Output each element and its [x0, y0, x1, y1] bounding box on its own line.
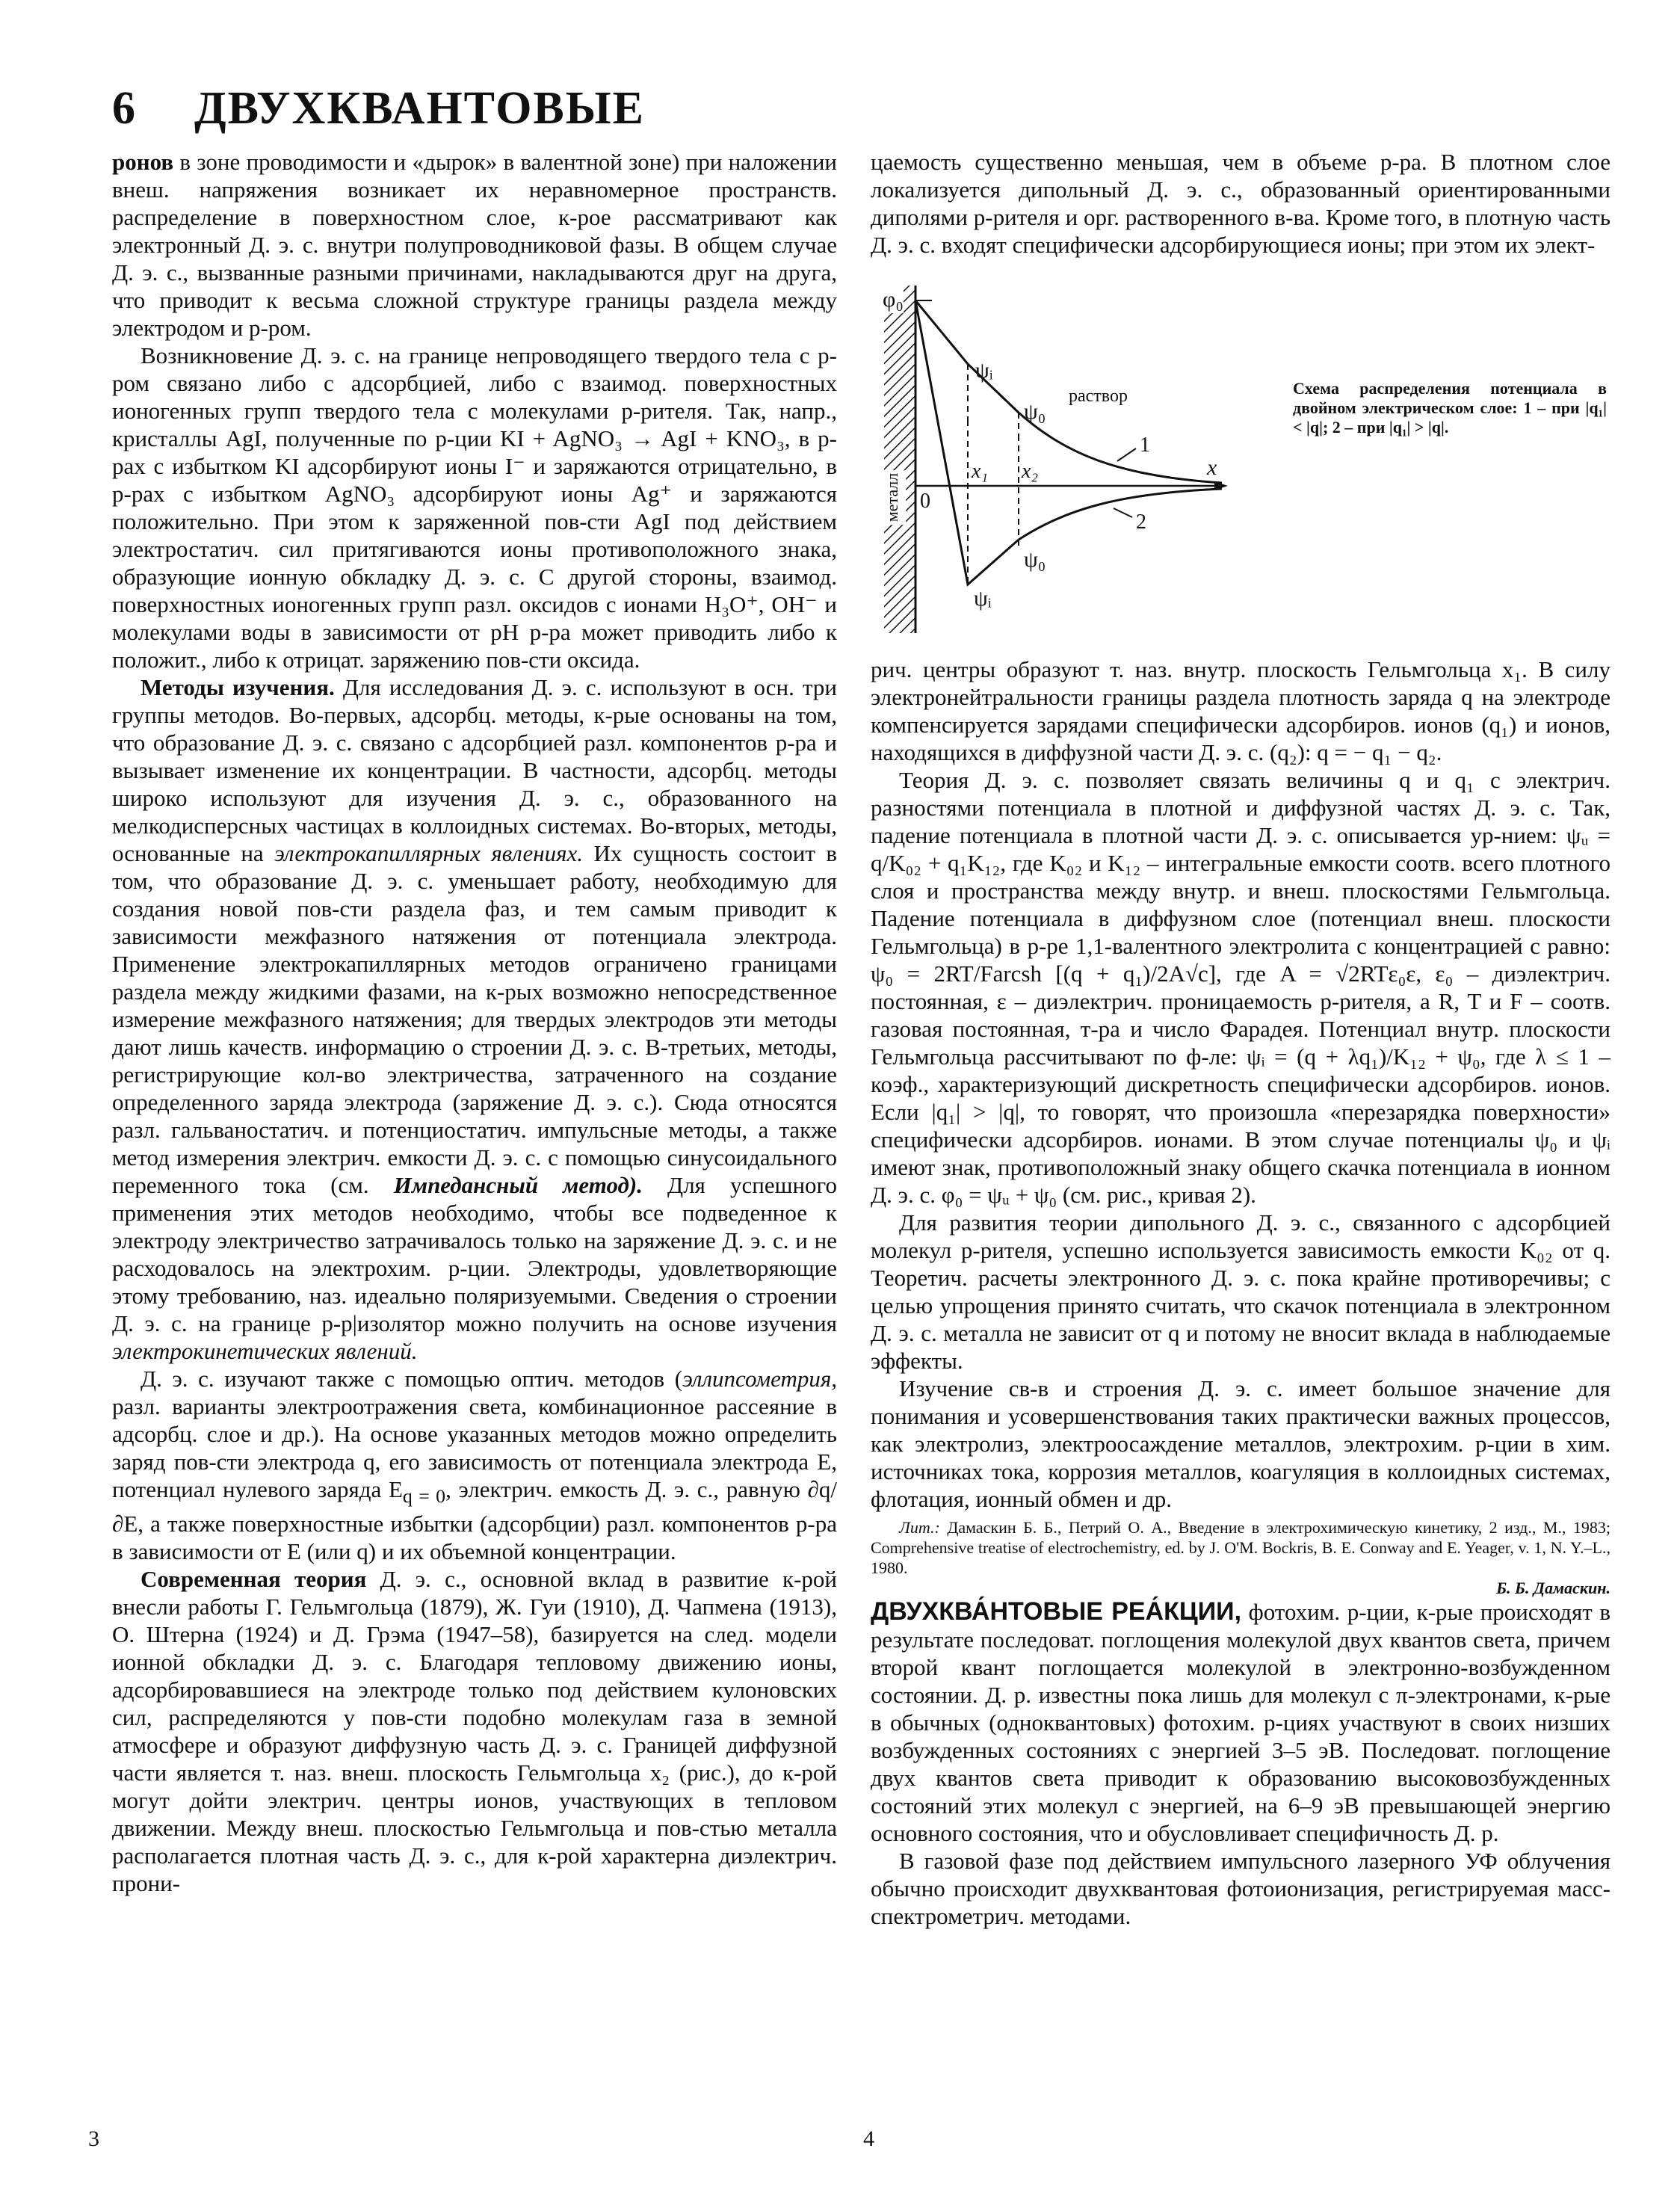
cross-reference: электрокинетических явлений. [112, 1338, 418, 1364]
paragraph: Для развития теории дипольного Д. э. с., связанного с адсорбцией молекул р-рителя, успешно используется зависимость емкости K₀₂ от q. Теоретич. расчеты электронного Д. э. с. пока крайне противоречивы; с целью упрощения принято считать, что скачок потенциала в электронном Д. э. с. металла не зависит от q и потому не вносит вклада в наблюдаемые эффекты. [871, 1209, 1610, 1374]
text-run: Для исследования Д. э. с. используют в осн. три группы методов. Во-первых, адсорбц. методы, к-рые основаны на том, что образование Д. э. с. связано с адсорбцией разл. компонентов р-ра и вызывает изменение их концентрации. В частности, адсорбц. методы широко используют для изучения Д. э. с., образованного на мелкодисперсных частицах в коллоидных системах. Во-вторых, методы, основанные на [112, 674, 837, 866]
curve-2-diffuse [1019, 489, 1222, 540]
entry-title: ДВУХКВА́НТОВЫЕ РЕА́КЦИИ, [871, 1597, 1242, 1626]
text-run: , электрич. емкость Д. э. с., равную ∂q/∂E, а также поверхностные избытки (адсорбции) разл. компонентов р-ра в зависимости от E (или q) и их объемной концентрации. [112, 1476, 837, 1565]
curve-2-leader [1114, 508, 1132, 517]
text-run: в зоне проводимости и «дырок» в валентной зоне) при наложении внеш. напряжения возникает их неравномерное пространств. распределение в поверхностном слое, к-рое рассматривают как электронный Д. э. с. внутри полупроводниковой фазы. В общем случае Д. э. с., вызванные разными причинами, накладываются друг на друга, что приводит к весьма сложной структуре границы раздела между электродом и р-ром. [112, 149, 837, 341]
paragraph: Возникновение Д. э. с. на границе непроводящего твердого тела с р-ром связано либо с адсорбцией, либо с взаимод. поверхностных ионогенных групп твердого тела с молекулами р-рителя. Так, напр., кристаллы AgI, полученные по р-ции KI + AgNO₃ → AgI + KNO₃, в р-рах с избытком KI адсорбируют ионы I⁻ и заряжаются отрицательно, в р-рах с избытком AgNO₃ адсорбируют ионы Ag⁺ и заряжаются положительно. При этом к заряженной пов-сти AgI под действием электростатич. сил притягиваются ионы противоположного знака, образующие ионную обкладку Д. э. с. С другой стороны, взаимод. поверхностных ионогенных групп разл. оксидов с ионами H₃O⁺, OH⁻ и молекулами воды в зависимости от pH р-ра может приводить либо к положит., либо к отрицат. заряжению пов-сти оксида. [112, 342, 837, 673]
label-origin: 0 [920, 490, 930, 513]
cross-reference: электрокапиллярных явлениях. [274, 840, 584, 866]
label-psi-0-bottom: ψ₀ [1024, 547, 1046, 572]
paragraph: Теория Д. э. с. позволяет связать величины q и q₁ с электрич. разностями потенциала в плотной и диффузной частях Д. э. с. Так, падение потенциала в плотной части Д. э. с. описывается ур-нием: ψᵤ = q/K₀₂ + q₁K₁₂, где K₀₂ и K₁₂ – интегральные емкости соотв. всего плотного слоя и пространства между внутр. и внеш. плоскостями Гельмгольца. Падение потенциала в диффузном слое (потенциал внеш. плоскости Гельмгольца) в р-ре 1,1-валентного электролита с концентрацией c равно: ψ₀ = 2RT/Farcsh [(q + q₁)/2A√c], где A = √2RTε₀ε, ε₀ – диэлектрич. постоянная, ε – диэлектрич. проницаемость р-рителя, а R, T и F – соотв. газовая постоянная, т-ра и число Фарадея. Потенциал внутр. плоскости Гельмгольца рассчитывают по ф-ле: ψᵢ = (q + λq₁)/K₁₂ + ψ₀, где λ ≤ 1 – коэф., характеризующий дискретность специфически адсорбиров. ионов. Если |q₁| > |q|, то говорят, что произошла «перезарядка поверхности» специфически адсорбиров. ионами. В этом случае потенциалы ψ₀ и ψᵢ имеют знак, противоположный знаку общего скачка потенциала в ионном Д. э. с. φ₀ = ψᵤ + ψ₀ (см. рис., кривая 2). [871, 767, 1610, 1208]
text-run: Для успешного применения этих методов необходимо, чтобы все подведенное к электроду электричество затрачивалось только на заряжение Д. э. с. и не расходовалось на электрохим. р-ции. Электроды, удовлетворяющие этому требованию, наз. идеально поляризуемыми. Сведения о строении Д. э. с. на границе р-р|изолятор можно получить на основе изучения [112, 1172, 837, 1336]
paragraph [112, 1365, 837, 1565]
paragraph [112, 148, 837, 342]
section-heading: Современная теория [140, 1566, 367, 1593]
label-phi0: φ₀ [883, 287, 904, 312]
page-number-left: 3 [88, 2126, 99, 2151]
text-run: фотохим. р-ции, к-рые происходят в результате последоват. поглощения молекулой двух квантов света, причем второй квант поглощается молекулой в электронно-возбужденном состоянии. Д. р. известны пока лишь для молекул с π-электронами, к-рые в обычных (одноквантовых) фотохим. р-циях участвуют в своих низших возбужденных состояниях с энергией 3–5 эВ. Последоват. поглощение двух квантов света приводит к образованию высоковозбужденных состояний этих молекул с энергией, на 6–9 эВ превышающей энергию основного состояния, что и обусловливает специфичность Д. р. [871, 1599, 1610, 1846]
label-psi-0-top: ψ₀ [1024, 399, 1046, 424]
subscript: q = 0 [402, 1485, 446, 1508]
label-metal: металл [878, 470, 906, 525]
label-curve-1: 1 [1140, 434, 1150, 457]
paragraph: цаемость существенно меньшая, чем в объеме р-ра. В плотном слое локализуется дипольный Д. э. с., образованный ориентированными диполями р-рителя и орг. растворенного в-ва. Кроме того, в плотную часть Д. э. с. входят специфически адсорбирующиеся ионы; при этом их элект- [871, 149, 1610, 258]
right-column [871, 148, 1610, 1930]
curve-1-diffuse [1019, 413, 1222, 483]
paragraph: В газовой фазе под действием импульсного лазерного УФ облучения обычно происходит двухквантовая фотоионизация, регистрируемая масс-спектрометрич. методами. [871, 1848, 1610, 1929]
bold-run: ронов [112, 149, 174, 175]
literature [871, 1517, 1610, 1578]
page-number-right: 4 [863, 2126, 874, 2151]
running-header [112, 82, 645, 135]
label-curve-2: 2 [1136, 511, 1146, 534]
cross-reference: Импедансный метод). [393, 1172, 643, 1198]
label-psi-i-bottom: ψᵢ [974, 586, 992, 611]
text-run: Д. э. с., основной вклад в развитие к-рой внесли работы Г. Гельмгольца (1879), Ж. Гуи (1910), Д. Чапмена (1913), О. Штерна (1924) и Д. Грэма (1947–58), базируется на след. модели ионной обкладки Д. э. с. Благодаря тепловому движению ионы, адсорбировавшиеся на электроде только под действием кулоновских сил, распределяются у пов-сти подобно молекулам газа в земной атмосфере и образуют диффузную часть Д. э. с. Границей диффузной части является т. наз. внеш. плоскость Гельмгольца x₂ (рис.), до к-рой могут дойти электрич. центры ионов, участвующих в тепловом движении. Между внеш. плоскостью Гельмгольца и пов-стью металла располагается плотная часть Д. э. с., для к-рой характерна диэлектрич. прони- [112, 1566, 837, 1897]
cross-reference: эллипсометрия, [682, 1366, 837, 1392]
label-solution: раствор [1069, 386, 1128, 406]
text-run: Их сущность состоит в том, что образование Д. э. с. уменьшает работу, необходимую для создания новой пов-сти раздела фаз, и тем самым приводит к зависимости межфазного натяжения от потенциала электрода. Применение электрокапиллярных методов ограничено границами раздела между жидкими фазами, на к-рых возможно непосредственное измерение межфазного натяжения; для твердых электродов эти методы дают лишь качеств. информацию о строении Д. э. с. В-третьих, методы, регистрирующие кол-во электричества, затраченного на создание определенного заряда электрода (заряжение Д. э. с.). Сюда относятся разл. гальваностатич. и потенциостатич. импульсные методы, а также метод измерения электрич. емкости Д. э. с. с помощью синусоидального переменного тока (см. [112, 840, 837, 1198]
left-column [112, 148, 837, 1897]
author-signature: Б. Б. Дамаскин. [1496, 1579, 1610, 1597]
text-run: Д. э. с. изучают также с помощью оптич. методов ( [140, 1366, 683, 1392]
label-x2: x₂ [1022, 460, 1039, 483]
label-x1: x₁ [972, 460, 989, 483]
literature-label: Лит.: [899, 1518, 940, 1537]
paragraph [112, 673, 837, 1365]
entry-paragraph [871, 1598, 1610, 1847]
running-title: ДВУХКВАНТОВЫЕ [194, 83, 646, 134]
label-psi-i-top: ψᵢ [975, 358, 993, 383]
literature-text: Дамаскин Б. Б., Петрий О. А., Введение в электрохимическую кинетику, 2 изд., М., 1983; Comprehensive treatise of electrochemistry, ed. by J. O'M. Bockris, B. E. Conway and E. Yeager, v. 1, N. Y.–L., 1980. [871, 1518, 1610, 1577]
figure-caption: Схема распределения потенциала в двойном электрическом слое: 1 – при |q₁| < |q|; 2 – при |q₁| > |q|. [1293, 379, 1607, 437]
curve-1-leader [1117, 448, 1136, 461]
paragraph [112, 1565, 837, 1897]
paragraph: Изучение св-в и строения Д. э. с. имеет большое значение для понимания и усовершенствования таких практически важных процессов, как электролиз, электроосаждение металлов, электрохим. р-ции в хим. источниках тока, коррозия металлов, коагуляция в коллоидных системах, флотация, ионный обмен и др. [871, 1375, 1610, 1512]
label-x: x [1207, 455, 1217, 480]
section-heading: Методы изучения. [140, 674, 335, 700]
potential-diagram [871, 271, 1610, 648]
page-number-header: 6 [112, 83, 137, 134]
metal-hatching [884, 286, 915, 633]
text-run: разл. варианты электроотражения света, комбинационное рассеяние в адсорбц. слое и др.). На основе указанных методов можно определить заряд пов-сти электрода q, его зависимость от потенциала электрода E, потенциал нулевого заряда E [112, 1393, 837, 1502]
paragraph: рич. центры образуют т. наз. внутр. плоскость Гельмгольца x₁. В силу электронейтральности границы раздела плотность заряда q на электроде компенсируется зарядами специфически адсорбиров. ионов (q₁) и ионов, находящихся в диффузной части Д. э. с. (q₂): q = − q₁ − q₂. [871, 656, 1610, 765]
